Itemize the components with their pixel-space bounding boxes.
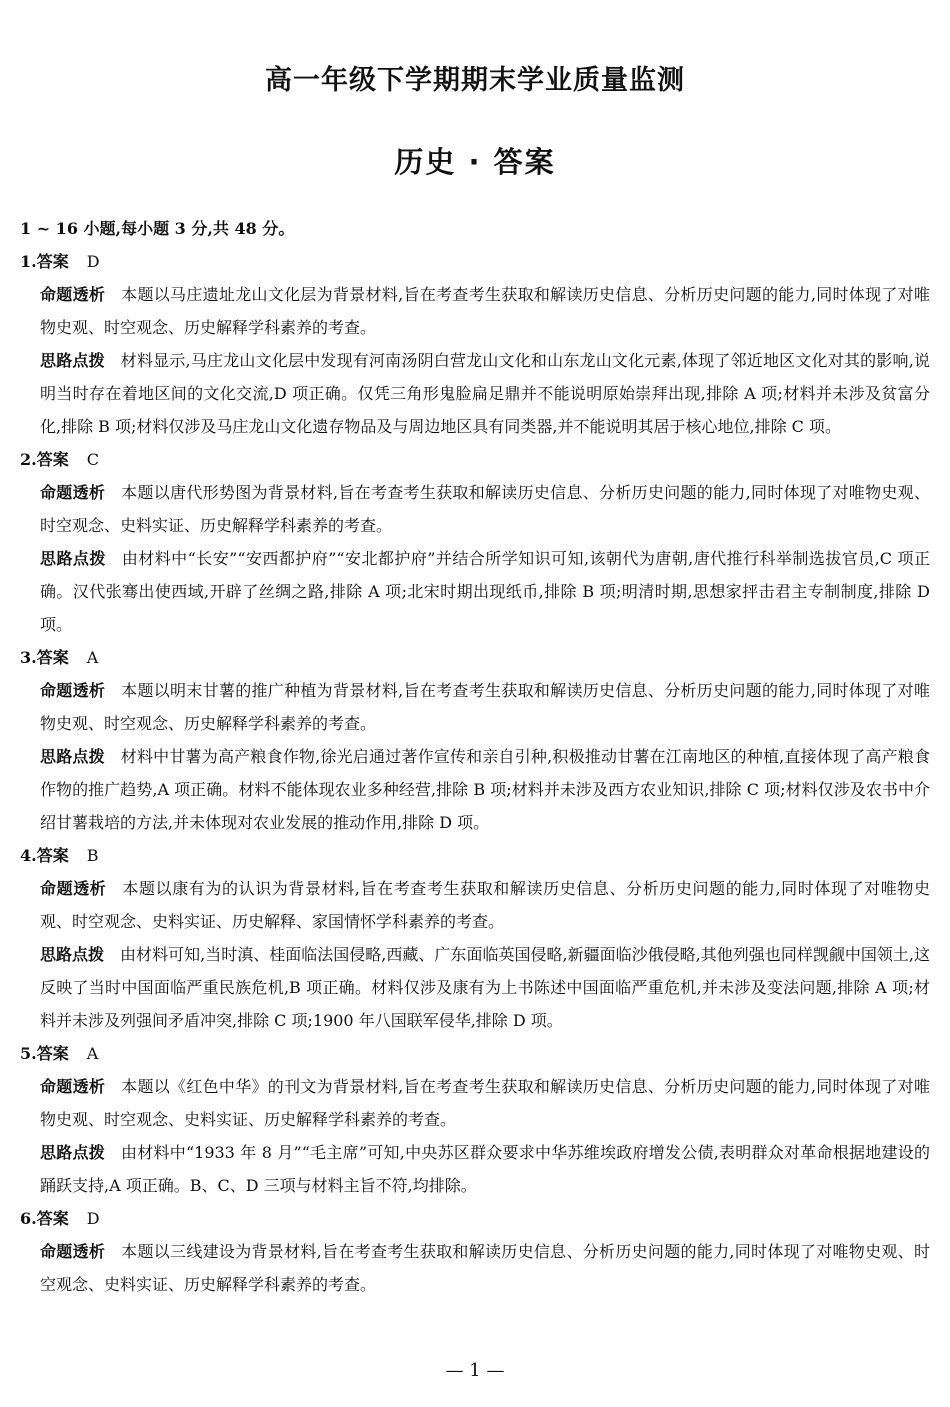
question-number: 4. <box>20 846 37 865</box>
question-6-answer-line <box>20 1202 930 1235</box>
question-5-analysis <box>40 1070 930 1136</box>
question-number: 2. <box>20 450 37 469</box>
analysis-text: 本题以《红色中华》的刊文为背景材料,旨在考查考生获取和解读历史信息、分析历史问题的能力,同时体现了对唯物史观、时空观念、史料实证、历史解释学科素养的考查。 <box>40 1077 930 1129</box>
scoring-intro <box>20 212 930 245</box>
analysis-text: 本题以唐代形势图为背景材料,旨在考查考生获取和解读历史信息、分析历史问题的能力,同时体现了对唯物史观、时空观念、史料实证、历史解释学科素养的考查。 <box>40 483 930 535</box>
reasoning-text: 材料显示,马庄龙山文化层中发现有河南汤阴白营龙山文化和山东龙山文化元素,体现了邻近地区文化对其的影响,说明当时存在着地区间的文化交流,D 项正确。仅凭三角形鬼脸扁足鼎并不能说明原始崇拜出现,排除 A 项;材料并未涉及贫富分化,排除 B 项;材料仅涉及马庄龙山文化遗存物品及与周边地区具有同类器,并不能说明其居于核心地位,排除 C 项。 <box>40 351 930 436</box>
answer-value: A <box>86 1044 99 1063</box>
answer-value: A <box>86 648 99 667</box>
answer-label: 答案 <box>36 648 69 667</box>
analysis-label: 命题透析 <box>40 879 107 898</box>
question-2-analysis <box>40 476 930 542</box>
answer-label: 答案 <box>36 846 69 865</box>
analysis-label: 命题透析 <box>40 483 106 502</box>
answer-content <box>20 212 930 1301</box>
question-3-analysis <box>40 674 930 740</box>
question-3-reasoning <box>40 740 930 839</box>
analysis-label: 命题透析 <box>40 1242 106 1261</box>
analysis-text: 本题以马庄遗址龙山文化层为背景材料,旨在考查考生获取和解读历史信息、分析历史问题的能力,同时体现了对唯物史观、时空观念、历史解释学科素养的考查。 <box>40 285 930 337</box>
question-1-answer-line <box>20 245 930 278</box>
answer-value: B <box>86 846 99 865</box>
analysis-label: 命题透析 <box>40 681 106 700</box>
question-1-reasoning <box>40 344 930 443</box>
question-2-answer-line <box>20 443 930 476</box>
reasoning-label: 思路点拨 <box>40 747 105 766</box>
reasoning-text: 材料中甘薯为高产粮食作物,徐光启通过著作宣传和亲自引种,积极推动甘薯在江南地区的种植,直接体现了高产粮食作物的推广趋势,A 项正确。材料不能体现农业多种经营,排除 B 项;材料并未涉及西方农业知识,排除 C 项;材料仅涉及农书中介绍甘薯栽培的方法,并未体现对农业发展的推动作用,排除 D 项。 <box>40 747 930 832</box>
analysis-text: 本题以明末甘薯的推广种植为背景材料,旨在考查考生获取和解读历史信息、分析历史问题的能力,同时体现了对唯物史观、时空观念、历史解释学科素养的考查。 <box>40 681 930 733</box>
answer-label: 答案 <box>36 1209 69 1228</box>
analysis-text: 本题以三线建设为背景材料,旨在考查考生获取和解读历史信息、分析历史问题的能力,同时体现了对唯物史观、时空观念、史料实证、历史解释学科素养的考查。 <box>40 1242 930 1294</box>
answer-label: 答案 <box>36 252 69 271</box>
question-4-analysis <box>40 872 930 938</box>
reasoning-text: 由材料可知,当时滇、桂面临法国侵略,西藏、广东面临英国侵略,新疆面临沙俄侵略,其他列强也同样觊觎中国领土,这反映了当时中国面临严重民族危机,B 项正确。材料仅涉及康有为上书陈述中国面临严重危机,并未涉及变法问题,排除 A 项;材料并未涉及列强间矛盾冲突,排除 C 项;1900 年八国联军侵华,排除 D 项。 <box>40 945 930 1030</box>
question-number: 6. <box>20 1209 37 1228</box>
reasoning-text: 由材料中“1933 年 8 月”“毛主席”可知,中央苏区群众要求中华苏维埃政府增发公债,表明群众对革命根据地建设的踊跃支持,A 项正确。B、C、D 三项与材料主旨不符,均排除。 <box>40 1143 930 1195</box>
answer-label: 答案 <box>36 1044 69 1063</box>
scoring-intro-text: 1 ~ 16 小题,每小题 3 分,共 48 分。 <box>20 219 295 238</box>
answer-value: D <box>86 252 100 271</box>
reasoning-label: 思路点拨 <box>40 945 105 964</box>
answer-value: C <box>86 450 99 469</box>
analysis-text: 本题以康有为的认识为背景材料,旨在考查考生获取和解读历史信息、分析历史问题的能力,同时体现了对唯物史观、时空观念、史料实证、历史解释、家国情怀学科素养的考查。 <box>40 879 930 931</box>
analysis-label: 命题透析 <box>40 1077 106 1096</box>
question-2-reasoning <box>40 542 930 641</box>
reasoning-label: 思路点拨 <box>40 1143 105 1162</box>
answer-value: D <box>86 1209 100 1228</box>
question-1-analysis <box>40 278 930 344</box>
question-4-answer-line <box>20 839 930 872</box>
question-4-reasoning <box>40 938 930 1037</box>
reasoning-label: 思路点拨 <box>40 549 106 568</box>
answer-label: 答案 <box>36 450 69 469</box>
reasoning-label: 思路点拨 <box>40 351 105 370</box>
question-number: 3. <box>20 648 37 667</box>
question-number: 1. <box>20 252 37 271</box>
question-5-answer-line <box>20 1037 930 1070</box>
question-3-answer-line <box>20 641 930 674</box>
question-number: 5. <box>20 1044 37 1063</box>
reasoning-text: 由材料中“长安”“安西都护府”“安北都护府”并结合所学知识可知,该朝代为唐朝,唐代推行科举制选拔官员,C 项正确。汉代张骞出使西域,开辟了丝绸之路,排除 A 项;北宋时期出现纸币,排除 B 项;明清时期,思想家抨击君主专制制度,排除 D 项。 <box>40 549 930 634</box>
document-title: 高一年级下学期期末学业质量监测 <box>265 65 685 96</box>
document-subtitle: 历史 · 答案 <box>394 145 556 179</box>
analysis-label: 命题透析 <box>40 285 106 304</box>
question-6-analysis <box>40 1235 930 1301</box>
question-5-reasoning <box>40 1136 930 1202</box>
page-number: — 1 — <box>445 1360 505 1381</box>
